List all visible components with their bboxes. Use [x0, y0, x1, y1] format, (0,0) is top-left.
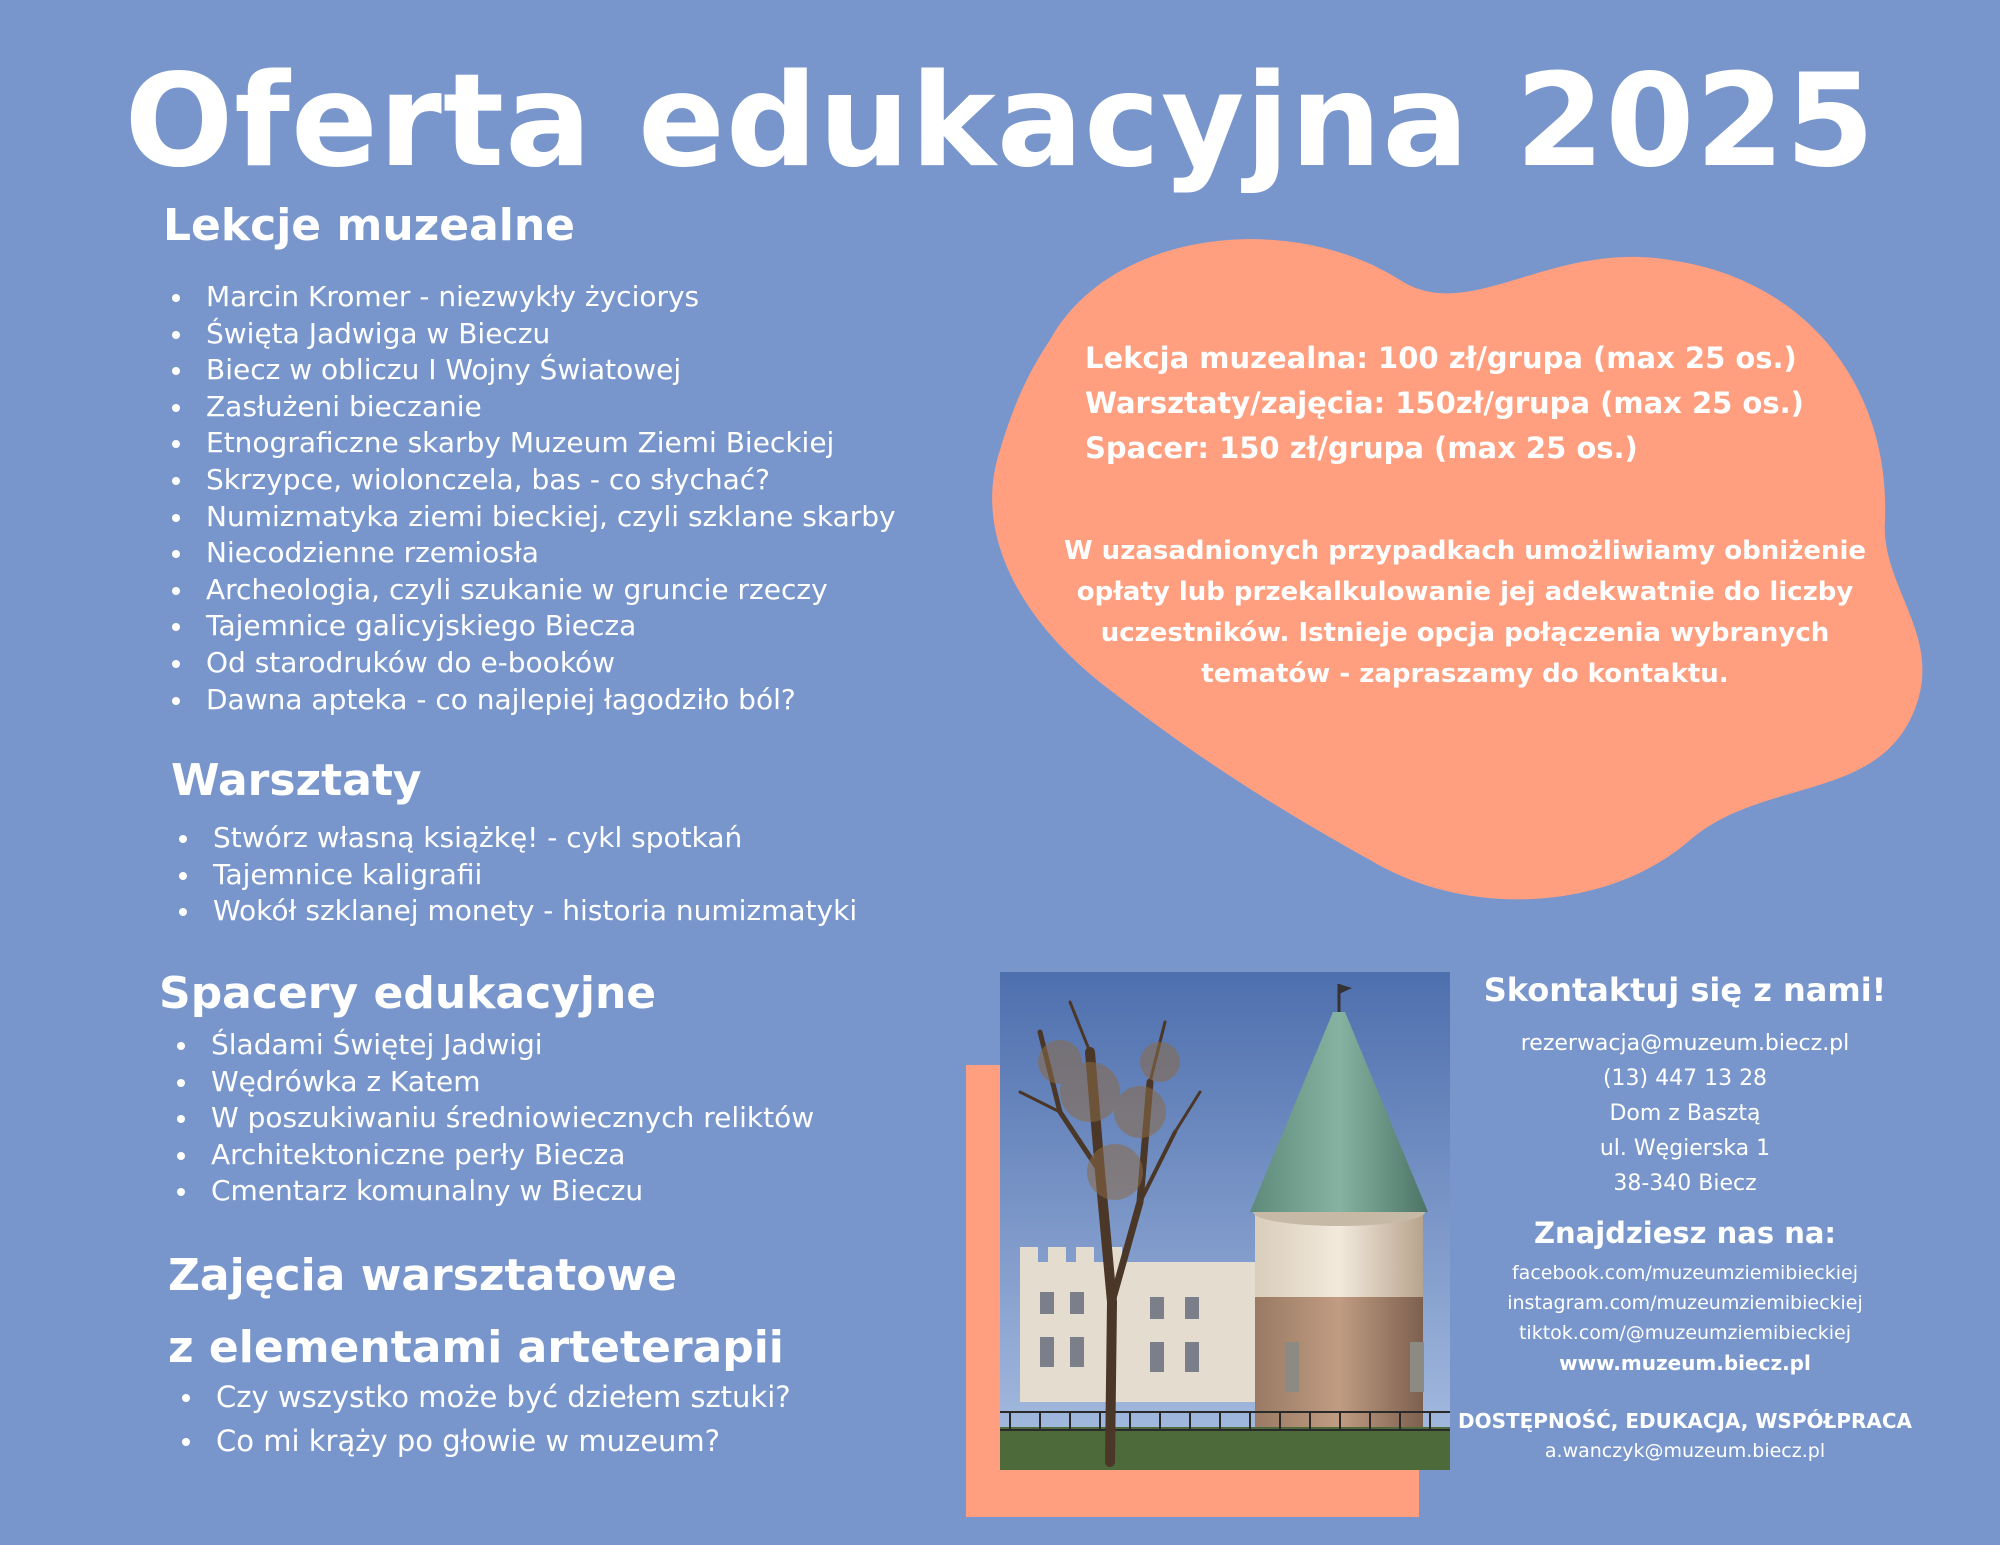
list-item: Architektoniczne perły Biecza	[165, 1137, 814, 1174]
list-item: Dawna apteka - co najlepiej łagodziło ból?	[160, 682, 896, 719]
list-item: Biecz w obliczu I Wojny Światowej	[160, 352, 896, 389]
contact-phone: (13) 447 13 28	[1602, 1065, 1768, 1091]
list-item: Czy wszystko może być dziełem sztuki?	[170, 1375, 791, 1419]
contact-street: ul. Węgierska 1	[1599, 1135, 1771, 1161]
list-item: Od starodruków do e-booków	[160, 645, 896, 682]
list-item: Etnograficzne skarby Muzeum Ziemi Bieckiej	[160, 425, 896, 462]
list-item: Wokół szklanej monety - historia numizmatyki	[167, 893, 857, 930]
list-item: Co mi krąży po głowie w muzeum?	[170, 1419, 791, 1463]
lessons-list	[160, 279, 896, 718]
tagline: DOSTĘPNOŚĆ, EDUKACJA, WSPÓŁPRACA	[1457, 1409, 1913, 1434]
section-heading-art-line1: Zajęcia warsztatowe	[168, 1250, 678, 1301]
list-item: Stwórz własną książkę! - cykl spotkań	[167, 820, 857, 857]
section-lessons	[163, 200, 575, 253]
list-item: Marcin Kromer - niezwykły życiorys	[160, 279, 896, 316]
section-heading-workshops: Warsztaty	[171, 755, 422, 806]
section-workshops	[171, 755, 422, 808]
list-item: Archeologia, czyli szukanie w gruncie rzeczy	[160, 572, 896, 609]
workshops-list	[167, 820, 857, 930]
page-title: Oferta edukacyjna 2025	[124, 47, 1876, 196]
walks-list	[165, 1027, 814, 1210]
contact-heading: Skontaktuj się z nami!	[1483, 971, 1887, 1009]
contact-block	[1450, 970, 1920, 1466]
list-item: Skrzypce, wiolonczela, bas - co słychać?	[160, 462, 896, 499]
contact-email-link[interactable]: rezerwacja@muzeum.biecz.pl	[1520, 1030, 1850, 1056]
list-item: Śladami Świętej Jadwigi	[165, 1027, 814, 1064]
section-heading-lessons: Lekcje muzealne	[163, 200, 576, 251]
social-heading: Znajdziesz nas na:	[1533, 1215, 1837, 1250]
list-item: Numizmatyka ziemi bieckiej, czyli szklane skarby	[160, 499, 896, 536]
list-item: Cmentarz komunalny w Bieczu	[165, 1173, 814, 1210]
instagram-link[interactable]: instagram.com/muzeumziemibieckiej	[1507, 1292, 1863, 1315]
list-item: Tajemnice galicyjskiego Biecza	[160, 608, 896, 645]
section-heading-art-line2: z elementami arteterapii	[168, 1322, 784, 1373]
facebook-link[interactable]: facebook.com/muzeumziemibieckiej	[1511, 1262, 1859, 1285]
section-walks	[159, 968, 656, 1021]
contact-place: Dom z Basztą	[1609, 1100, 1761, 1126]
museum-tower-photo	[1000, 972, 1450, 1470]
list-item: W poszukiwaniu średniowiecznych reliktów	[165, 1100, 814, 1137]
list-item: Niecodzienne rzemiosła	[160, 535, 896, 572]
art-list	[170, 1375, 791, 1463]
list-item: Wędrówka z Katem	[165, 1064, 814, 1101]
website-link[interactable]: www.muzeum.biecz.pl	[1559, 1351, 1811, 1376]
section-heading-walks: Spacery edukacyjne	[159, 968, 657, 1019]
pricing-lines	[1085, 336, 1804, 471]
list-item: Święta Jadwiga w Bieczu	[160, 316, 896, 353]
section-art	[168, 1240, 784, 1384]
list-item: Tajemnice kaligrafii	[167, 857, 857, 894]
price-walk: Spacer: 150 zł/grupa (max 25 os.)	[1085, 431, 1638, 465]
price-workshop: Warsztaty/zajęcia: 150zł/grupa (max 25 os.)	[1085, 386, 1804, 420]
coordinator-email-link[interactable]: a.wanczyk@muzeum.biecz.pl	[1544, 1440, 1826, 1463]
pricing-note: W uzasadnionych przypadkach umożliwiamy obniżenie opłaty lub przekalkulowanie jej adekwatnie do liczby uczestników. Istnieje opcja połączenia wybranych tematów - zapraszamy do kontaktu.	[1063, 536, 1867, 689]
contact-city: 38-340 Biecz	[1613, 1170, 1757, 1196]
tiktok-link[interactable]: tiktok.com/@muzeumziemibieckiej	[1518, 1322, 1852, 1345]
list-item: Zasłużeni bieczanie	[160, 389, 896, 426]
price-lesson: Lekcja muzealna: 100 zł/grupa (max 25 os.)	[1085, 341, 1797, 375]
